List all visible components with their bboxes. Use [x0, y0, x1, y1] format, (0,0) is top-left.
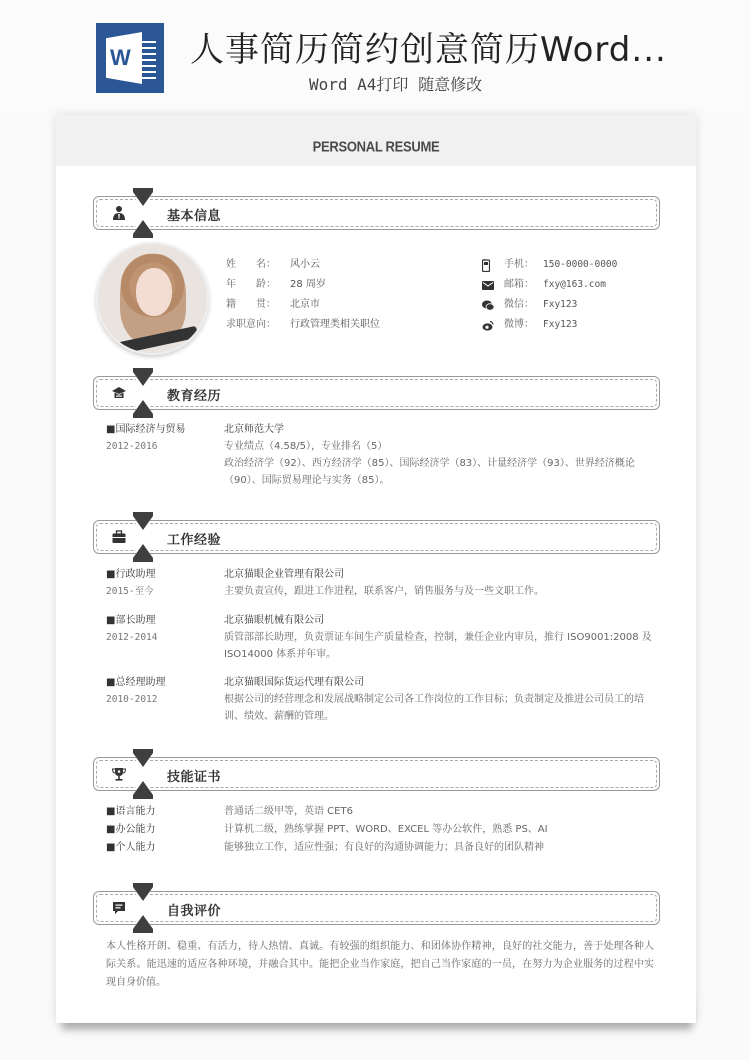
- education-entry-left: [106, 421, 224, 455]
- banner-title: 人事简历简约创意简历Word...: [190, 30, 667, 70]
- info-row-wechat: [482, 295, 617, 315]
- word-icon: [96, 23, 164, 93]
- self-evaluation-text: 本人性格开朗、稳重、有活力，待人热情、真诚。有较强的组织能力、和团体协作精神，良好的社交能力，善于处理各种人际关系。能迅速的适应各种环境，并融合其中。能把企业当作家庭，把自己当作家庭的一员，在努力为企业服务的过程中实现自身价值。: [106, 941, 654, 988]
- comment-icon: [111, 900, 127, 916]
- work-role: ■ 部长助理: [106, 612, 224, 629]
- info-label: 微博：: [504, 319, 534, 330]
- work-entry-right: [224, 612, 654, 663]
- skill-value: 普通话二级甲等，英语 CET6: [224, 806, 353, 817]
- work-description: 质管部部长助理，负责票证车间生产质量检查，控制，兼任企业内审员，推行 ISO9001:2008 及 ISO14000 体系并年审。: [224, 632, 652, 660]
- info-value: 150-0000-0000: [543, 259, 618, 270]
- work-company: 北京猫眼机械有限公司: [224, 615, 324, 626]
- education-school: 北京师范大学: [224, 424, 284, 435]
- skill-value: 能够独立工作，适应性强；有良好的沟通协调能力；具备良好的团队精神: [224, 842, 544, 853]
- info-label: 手机：: [504, 259, 534, 270]
- triangle-down-icon: [133, 887, 153, 901]
- info-value: 风小云: [290, 259, 320, 270]
- info-row-email: [482, 275, 617, 295]
- triangle-down-icon: [133, 372, 153, 386]
- work-entry-right: [224, 566, 654, 600]
- basic-info-left: [226, 255, 380, 335]
- info-label: 年 龄：: [226, 279, 276, 290]
- work-entry: [106, 674, 666, 726]
- trophy-icon: [111, 766, 127, 782]
- skill-label: ■ 语言能力: [106, 803, 224, 821]
- envelope-icon: [482, 275, 504, 295]
- work-role: ■ 总经理助理: [106, 674, 224, 691]
- section-title: 教育经历: [167, 389, 222, 404]
- section-title: 工作经验: [167, 533, 222, 548]
- info-value: 北京市: [290, 299, 320, 310]
- banner-subtitle: Word A4打印 随意修改: [309, 75, 483, 94]
- basic-info-right: [482, 255, 617, 335]
- info-label: 姓 名：: [226, 259, 276, 270]
- info-value: Fxy123: [543, 299, 578, 310]
- info-value: Fxy123: [543, 319, 578, 330]
- avatar: [96, 242, 209, 355]
- triangle-up-icon: [133, 400, 153, 414]
- triangle-up-icon: [133, 915, 153, 929]
- info-label: 籍 贯：: [226, 299, 276, 310]
- info-value: fxy@163.com: [543, 279, 606, 290]
- info-value: 28 周岁: [290, 279, 326, 290]
- triangle-down-icon: [133, 516, 153, 530]
- education-major: ■ 国际经济与贸易: [106, 421, 224, 438]
- work-entry: [106, 612, 666, 664]
- work-entry-left: [106, 566, 224, 600]
- section-header-basic-info: [93, 196, 660, 230]
- graduation-cap-icon: [111, 385, 127, 401]
- resume-page: [56, 115, 696, 1023]
- person-icon: [111, 205, 127, 221]
- section-header-education: [93, 376, 660, 410]
- briefcase-icon: [111, 529, 127, 545]
- work-entry-right: [224, 674, 654, 725]
- word-icon-letter: W: [110, 45, 131, 70]
- resume-header: [56, 115, 696, 166]
- work-entry-left: [106, 674, 224, 708]
- work-company: 北京猫眼国际货运代理有限公司: [224, 677, 364, 688]
- work-date: 2012-2014: [106, 632, 158, 643]
- skill-row: [106, 839, 666, 857]
- work-description: 主要负责宣传，跟进工作进程，联系客户，销售服务与及一些文职工作。: [224, 586, 544, 597]
- work-entry-left: [106, 612, 224, 646]
- info-row-age: [226, 275, 380, 295]
- skill-row: [106, 821, 666, 839]
- triangle-up-icon: [133, 544, 153, 558]
- section-title: 技能证书: [167, 770, 222, 785]
- education-entry: [106, 421, 666, 491]
- education-detail: 专业绩点（4.58/5），专业排名（5）: [224, 441, 388, 452]
- info-row-hometown: [226, 295, 380, 315]
- avatar-face: [136, 268, 172, 316]
- skill-row: [106, 803, 666, 821]
- skills-list: [106, 803, 666, 859]
- banner: [0, 0, 750, 110]
- info-row-weibo: [482, 315, 617, 335]
- triangle-down-icon: [133, 192, 153, 206]
- section-header-work: [93, 520, 660, 554]
- resume-header-title: PERSONAL RESUME: [312, 137, 440, 156]
- info-row-name: [226, 255, 380, 275]
- work-date: 2010-2012: [106, 694, 158, 705]
- wechat-icon: [482, 295, 504, 315]
- work-role: ■ 行政助理: [106, 566, 224, 583]
- skill-label: ■ 办公能力: [106, 821, 224, 839]
- skill-label: ■ 个人能力: [106, 839, 224, 857]
- info-row-job-intention: [226, 315, 380, 335]
- triangle-up-icon: [133, 781, 153, 795]
- mobile-phone-icon: [482, 255, 504, 275]
- section-header-self-evaluation: [93, 891, 660, 925]
- work-description: 根据公司的经营理念和发展战略制定公司各工作岗位的工作目标；负责制定及推进公司员工的培训、绩效、薪酬的管理。: [224, 694, 644, 722]
- triangle-down-icon: [133, 753, 153, 767]
- section-header-skills: [93, 757, 660, 791]
- info-label: 微信：: [504, 299, 534, 310]
- section-title: 自我评价: [167, 904, 222, 919]
- word-icon-lines: [138, 41, 156, 83]
- info-label: 求职意向：: [226, 319, 276, 330]
- info-label: 邮箱：: [504, 279, 534, 290]
- education-date: 2012-2016: [106, 441, 158, 452]
- info-row-phone: [482, 255, 617, 275]
- weibo-icon: [482, 315, 504, 335]
- work-entry: [106, 566, 666, 602]
- section-title: 基本信息: [167, 209, 222, 224]
- education-entry-right: [224, 421, 654, 489]
- work-date: 2015-至今: [106, 586, 154, 597]
- education-courses: 政治经济学（92）、西方经济学（85）、国际经济学（83）、计量经济学（93）、世界经济概论（90）、国际贸易理论与实务（85）。: [224, 458, 635, 486]
- work-company: 北京猫眼企业管理有限公司: [224, 569, 344, 580]
- skill-value: 计算机二级，熟练掌握 PPT、WORD、EXCEL 等办公软件，熟悉 PS、AI: [224, 824, 548, 835]
- info-value: 行政管理类相关职位: [290, 319, 380, 330]
- triangle-up-icon: [133, 220, 153, 234]
